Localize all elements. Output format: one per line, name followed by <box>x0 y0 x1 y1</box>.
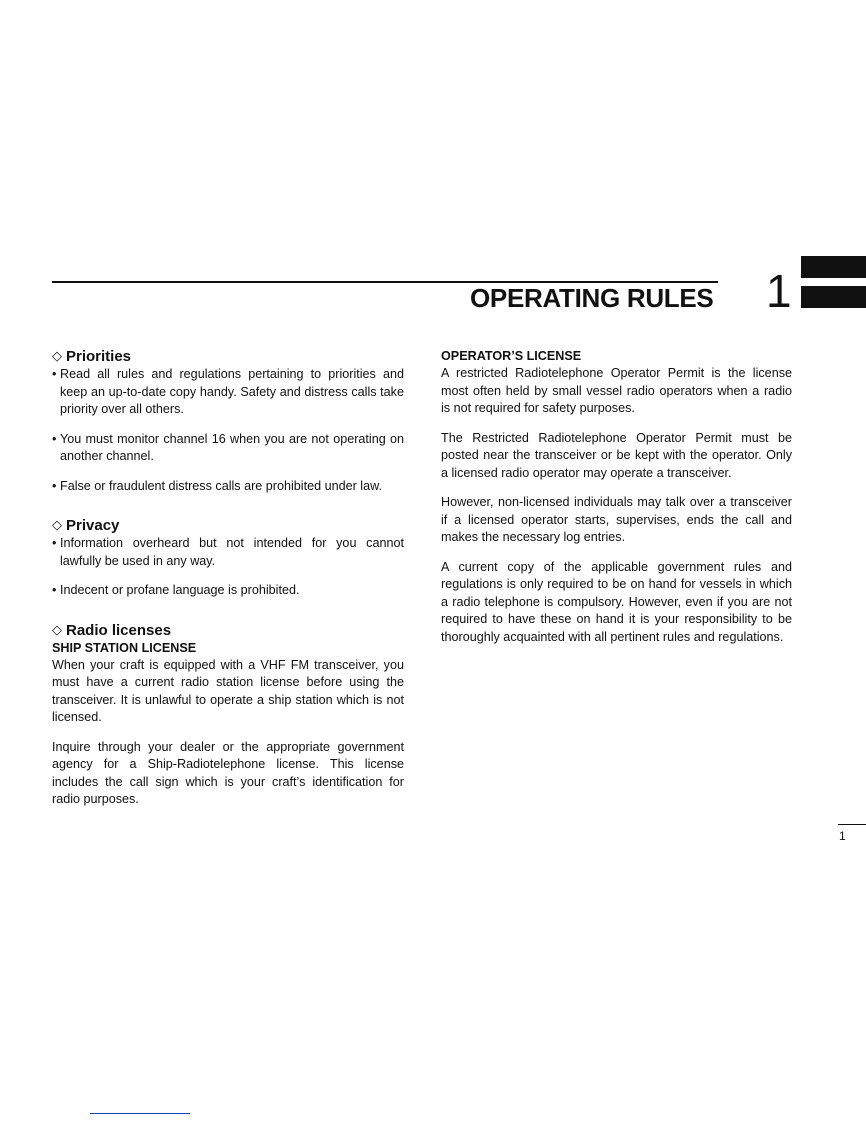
paragraph: Inquire through your dealer or the appropriate government agency for a Ship-Radiotelephone license. This license includes the call sign which is your craft’s identification for radio purposes. <box>52 739 404 806</box>
radio-licenses-section <box>52 622 404 809</box>
list-item: • Information overheard but not intended for you cannot lawfully be used in any way. <box>52 535 404 570</box>
diamond-outline-icon: ◇ <box>52 621 62 637</box>
left-column <box>52 348 404 821</box>
radio-licenses-heading: ◇ Radio licenses <box>52 621 172 639</box>
page-number: 1 <box>839 829 846 843</box>
privacy-heading: ◇ Privacy <box>52 517 120 534</box>
priorities-section <box>52 348 404 495</box>
footer-link-underline[interactable] <box>90 1113 190 1114</box>
privacy-list <box>52 535 404 600</box>
ship-station-license-subheading: SHIP STATION LICENSE <box>52 640 197 655</box>
right-column <box>441 348 792 658</box>
chapter-tab-marker-upper <box>801 256 866 278</box>
priorities-heading: ◇ Priorities <box>52 348 132 365</box>
operators-license-subheading: OPERATOR’S LICENSE <box>441 349 582 363</box>
list-item: • False or fraudulent distress calls are prohibited under law. <box>52 478 404 496</box>
chapter-tab-marker-lower <box>801 286 866 308</box>
chapter-title: OPERATING RULES <box>470 283 714 313</box>
priorities-list <box>52 366 404 495</box>
chapter-number: 1 <box>766 265 792 317</box>
paragraph: When your craft is equipped with a VHF FM transceiver, you must have a current radio station license before using the transceiver. It is unlawful to operate a ship station which is not licensed. <box>52 657 404 724</box>
page-number-rule <box>838 824 866 825</box>
paragraph: A restricted Radiotelephone Operator Permit is the license most often held by small vessel radio operators when a radio is not required for safety purposes. <box>441 366 792 415</box>
diamond-outline-icon: ◇ <box>52 517 62 532</box>
list-item: • You must monitor channel 16 when you are not operating on another channel. <box>52 431 404 466</box>
diamond-outline-icon: ◇ <box>52 348 62 363</box>
paragraph: However, non-licensed individuals may talk over a transceiver if a licensed operator starts, supervises, ends the call and makes the necessary log entries. <box>441 495 792 544</box>
list-item: • Read all rules and regulations pertaining to priorities and keep an up-to-date copy handy. Safety and distress calls take priority over all others. <box>52 366 404 419</box>
paragraph: The Restricted Radiotelephone Operator Permit must be posted near the transceiver or be kept with the operator. Only a licensed radio operator may operate a transceiver. <box>441 430 792 480</box>
privacy-section <box>52 517 404 600</box>
paragraph: A current copy of the applicable government rules and regulations is only required to be on hand for vessels in which a radio telephone is compulsory. However, even if you are not required to have these on hand it is your responsibility to be thoroughly acquainted with all pertinent rules and regulations. <box>441 559 792 644</box>
list-item: • Indecent or profane language is prohibited. <box>52 582 404 600</box>
